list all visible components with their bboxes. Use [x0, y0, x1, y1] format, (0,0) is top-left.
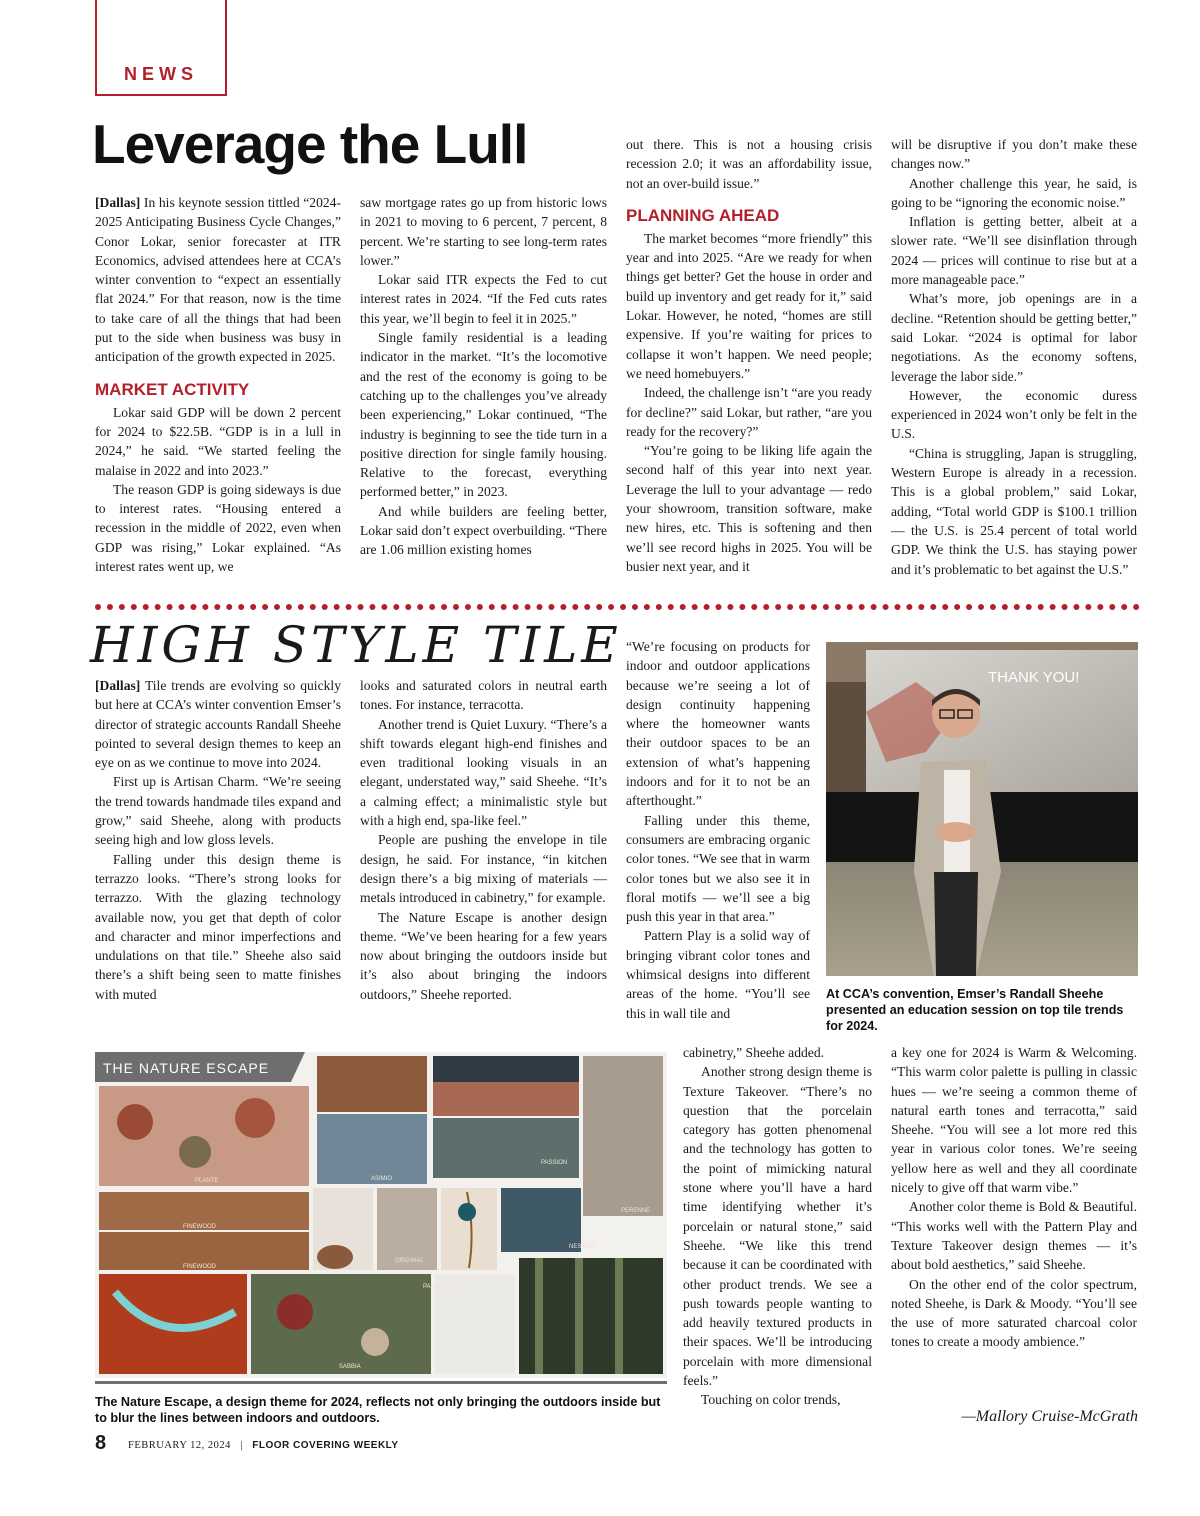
- paragraph: Pattern Play is a solid way of bringing vibrant color tones and whimsical designs into different areas of the home. “You’ll see this in wall tile and: [626, 928, 810, 1021]
- photo-caption: At CCA’s convention, Emser’s Randall Sheehe presented an education session on top tile trends for 2024.: [826, 987, 1124, 1033]
- paragraph: cabinetry,” Sheehe added.: [683, 1045, 825, 1060]
- paragraph: First up is Artisan Charm. “We’re seeing the trend towards handmade tiles expand and grow,” said Sheehe, along with products seeing high and low gloss levels.: [95, 774, 341, 848]
- article1-column-2: [360, 193, 607, 560]
- dateline: [Dallas]: [95, 678, 141, 693]
- paragraph: Falling under this theme, consumers are embracing organic color tones. “We see that in warm color tones but we also see it in floral motifs — we’ll see a big push this year in that area.”: [626, 812, 810, 925]
- article2-column-3: [626, 637, 810, 1023]
- publication-name: FLOOR COVERING WEEKLY: [252, 1440, 399, 1451]
- paragraph: The reason GDP is going sideways is due to interest rates. “Housing entered a recession in the middle of 2022, even when GDP was rising,” Lokar explained. “As interest rates went up, we: [95, 481, 341, 575]
- article1-column-3: [626, 135, 872, 576]
- paragraph: looks and saturated colors in neutral earth tones. For instance, terracotta.: [360, 678, 607, 713]
- tile-label: SABBIA: [339, 1364, 361, 1370]
- presenter-photo: [826, 642, 1138, 976]
- paragraph: will be disruptive if you don’t make these changes now.”: [891, 137, 1137, 172]
- paragraph: Another strong design theme is Texture Takeover. “There’s no question that the porcelain category has gotten phenomenal and the technology has gotten to the point of mimicking natural stone where you’ll have a hard time identifying whether it’s porcelain or natural stone,” said Sheehe. “We like this trend because it can be coordinated with other product trends. We see a push towards people wanting to add heavily textured products in their spaces. We’ll be introducing porcelain with more dimensional feels.”: [683, 1064, 872, 1389]
- article1-headline: Leverage the Lull: [92, 113, 528, 175]
- subhead-market-activity: MARKET ACTIVITY: [95, 379, 250, 399]
- moodboard-rule: [95, 1381, 667, 1384]
- tile-label: PASSIONE: [423, 1284, 454, 1290]
- paragraph: saw mortgage rates go up from historic lows in 2021 to moving to 6 percent, 7 percent, 8 percent. We’re starting to see long-term rates lower.”: [360, 195, 607, 268]
- paragraph: The Nature Escape is another design theme. “We’ve been hearing for a few years now about bringing the outdoors inside but it’s also about bringing the indoors outdoors,” Sheehe reported.: [360, 909, 607, 1002]
- footer-info: [128, 1440, 399, 1451]
- paragraph: However, the economic duress experienced in 2024 won’t only be felt in the U.S.: [891, 387, 1137, 442]
- tile-label: PLANTE: [195, 1178, 219, 1184]
- paragraph: People are pushing the envelope in tile design, he said. For instance, “in kitchen design there’s a big mixing of materials — metals introduced in cabinetry,” for example.: [360, 832, 607, 906]
- paragraph: Touching on color trends,: [701, 1392, 841, 1408]
- paragraph: a key one for 2024 is Warm & Welcoming. “This warm color palette is pulling in classic hues — we’re seeing a common theme of natural earth tones and terracotta,” said Sheehe. “You will see a lot more red this year in various color tones. We’re seeing yellow here as well and they all coordinate nicely to give off that warm vibe.”: [891, 1045, 1137, 1196]
- footer-separator: |: [240, 1440, 243, 1451]
- screen-text: THANK YOU!: [988, 669, 1080, 686]
- page-number: 8: [95, 1432, 107, 1454]
- paragraph: Inflation is getting better, albeit at a slower rate. “We’ll see disinflation through 2024 — prices will continue to rise but at a more manageable pace.”: [891, 214, 1137, 288]
- paragraph: Tile trends are evolving so quickly but here at CCA’s winter convention Emser’s director of strategic accounts Randall Sheehe pointed to several design themes to keep an eye on as we continue to move into 2024.: [95, 678, 341, 771]
- presenter-photo-illustration: [826, 642, 1138, 976]
- tile-label: PERENNE: [621, 1208, 651, 1214]
- paragraph: Falling under this design theme is terrazzo looks. “There’s strong looks for terrazzo. With the glazing technology available now, you get that depth of color and character and minor imperfections and undulations on that tile.” Sheehe also said there’s a shift being seen to matte finishes with muted: [95, 851, 341, 1002]
- byline: —Mallory Cruise-McGrath: [961, 1408, 1138, 1425]
- paragraph: out there. This is not a housing crisis recession 2.0; it was an affordability issue, not an over-build issue.”: [626, 137, 872, 191]
- nature-escape-moodboard: [95, 1052, 667, 1378]
- dateline: [Dallas]: [95, 195, 141, 210]
- tile-label: ORIGINAL: [395, 1258, 424, 1264]
- issue-date: FEBRUARY 12, 2024: [128, 1440, 231, 1451]
- article2-headline: HIGH STYLE TILE: [90, 616, 622, 674]
- section-label: NEWS: [124, 64, 198, 84]
- article1-column-1: [95, 193, 341, 576]
- moodboard-illustration: [95, 1052, 667, 1378]
- paragraph: Indeed, the challenge isn’t “are you ready for decline?” said Lokar, but rather, “are you ready for the recovery?”: [626, 385, 872, 439]
- article2-column-3-continued: [683, 1043, 872, 1410]
- paragraph: On the other end of the color spectrum, noted Sheehe, is Dark & Moody. “You’ll see the use of more saturated charcoal color tones to create a moody ambience.”: [891, 1276, 1137, 1350]
- article2-column-4: [891, 1043, 1137, 1352]
- paragraph: Lokar said GDP will be down 2 percent for 2024 to $22.5B. “GDP is in a lull in 2024,” he said. “We started feeling the malaise in 2022 and into 2023.”: [95, 404, 341, 478]
- paragraph: Single family residential is a leading indicator in the market. “It’s the locomotive and the rest of the economy is going to be catching up to the challenges you’ve already been experiencing,” Lokar continued, “The industry is beginning to see the tide turn in a positive direction for single family housing. Relative to the forecast, everything performed better,” in 2023.: [360, 330, 607, 500]
- paragraph: And while builders are feeling better, Lokar said don’t expect overbuilding. “There are 1.06 million existing homes: [360, 503, 607, 558]
- paragraph: What’s more, job openings are in a decline. “Retention should be getting better,” said Lokar. “2024 is optimal for labor negotiations. As the economy softens, leverage the labor side.”: [891, 291, 1137, 384]
- paragraph: Lokar said ITR expects the Fed to cut interest rates in 2024. “If the Fed cuts rates this year, we’ll begin to feel it in 2025.”: [360, 272, 607, 326]
- tile-label: NESTRO: [569, 1244, 595, 1250]
- article2-column-1: [95, 676, 341, 1004]
- tile-label: PASSION: [541, 1160, 568, 1166]
- paragraph: “China is struggling, Japan is struggling, Western Europe is already in a recession. This is a global problem,” said Lokar, adding, “Total world GDP is $100.1 trillion — the U.S. is 25.4 percent of total world GDP. We think the U.S. has staying power and it’s problematic to bet against the U.S.”: [891, 445, 1137, 577]
- article2-column-2: [360, 676, 607, 1004]
- paragraph: Another trend is Quiet Luxury. “There’s a shift towards elegant high-end finishes and even traditional looking visuals in an elegant, understated way,” said Sheehe. “It’s a calming effect; a minimalistic style but with a high end, spa-like feel.”: [360, 716, 607, 829]
- subhead-planning-ahead: PLANNING AHEAD: [626, 205, 780, 225]
- paragraph: Another challenge this year, he said, is going to be “ignoring the economic noise.”: [891, 175, 1137, 210]
- tile-label: ASIMIO: [371, 1176, 393, 1182]
- paragraph: Another color theme is Bold & Beautiful. “This works well with the Pattern Play and Texture Takeover design themes — it’s about bold aesthetics,” said Sheehe.: [891, 1199, 1137, 1273]
- moodboard-caption: The Nature Escape, a design theme for 2024, reflects not only bringing the outdoors inside but to blur the lines between indoors and outdoors.: [95, 1395, 661, 1425]
- paragraph: The market becomes “more friendly” this year and into 2025. “Are we ready for when things get better? Get the house in order and build up inventory and get ready for it,” said Lokar. However, he noted, “homes are still expensive. If you’re waiting for prices to collapse it won’t happen. We need people; we need homebuyers.”: [626, 230, 872, 381]
- tile-label: FINEWOOD: [183, 1264, 216, 1270]
- article1-column-4: [891, 135, 1137, 579]
- paragraph: “You’re going to be liking life again the second half of this year into next year. Leverage the lull to your advantage — redo your showroom, transition software, make new hires, etc. This is softening and then we’ll see record highs in 2025. You will be busier next year, and it: [626, 443, 872, 574]
- paragraph: In his keynote session tittled “2024-2025 Anticipating Business Cycle Changes,” Conor Lokar, senior forecaster at ITR Economics, advised attendees here at CCA’s winter convention to “expect an essentially flat 2024.” For that reason, now is the time to take care of all the things that had been put to the side when business was busy in anticipation of the growth expected in 2025.: [95, 195, 341, 365]
- tile-label: FINEWOOD: [183, 1224, 216, 1230]
- moodboard-banner: THE NATURE ESCAPE: [103, 1060, 270, 1076]
- paragraph: “We’re focusing on products for indoor and outdoor applications because we’re seeing a lot of design continuity happening where the homeowner wants their outdoor spaces to be an extension of what’s happening indoors and for it to not be an afterthought.”: [626, 639, 810, 809]
